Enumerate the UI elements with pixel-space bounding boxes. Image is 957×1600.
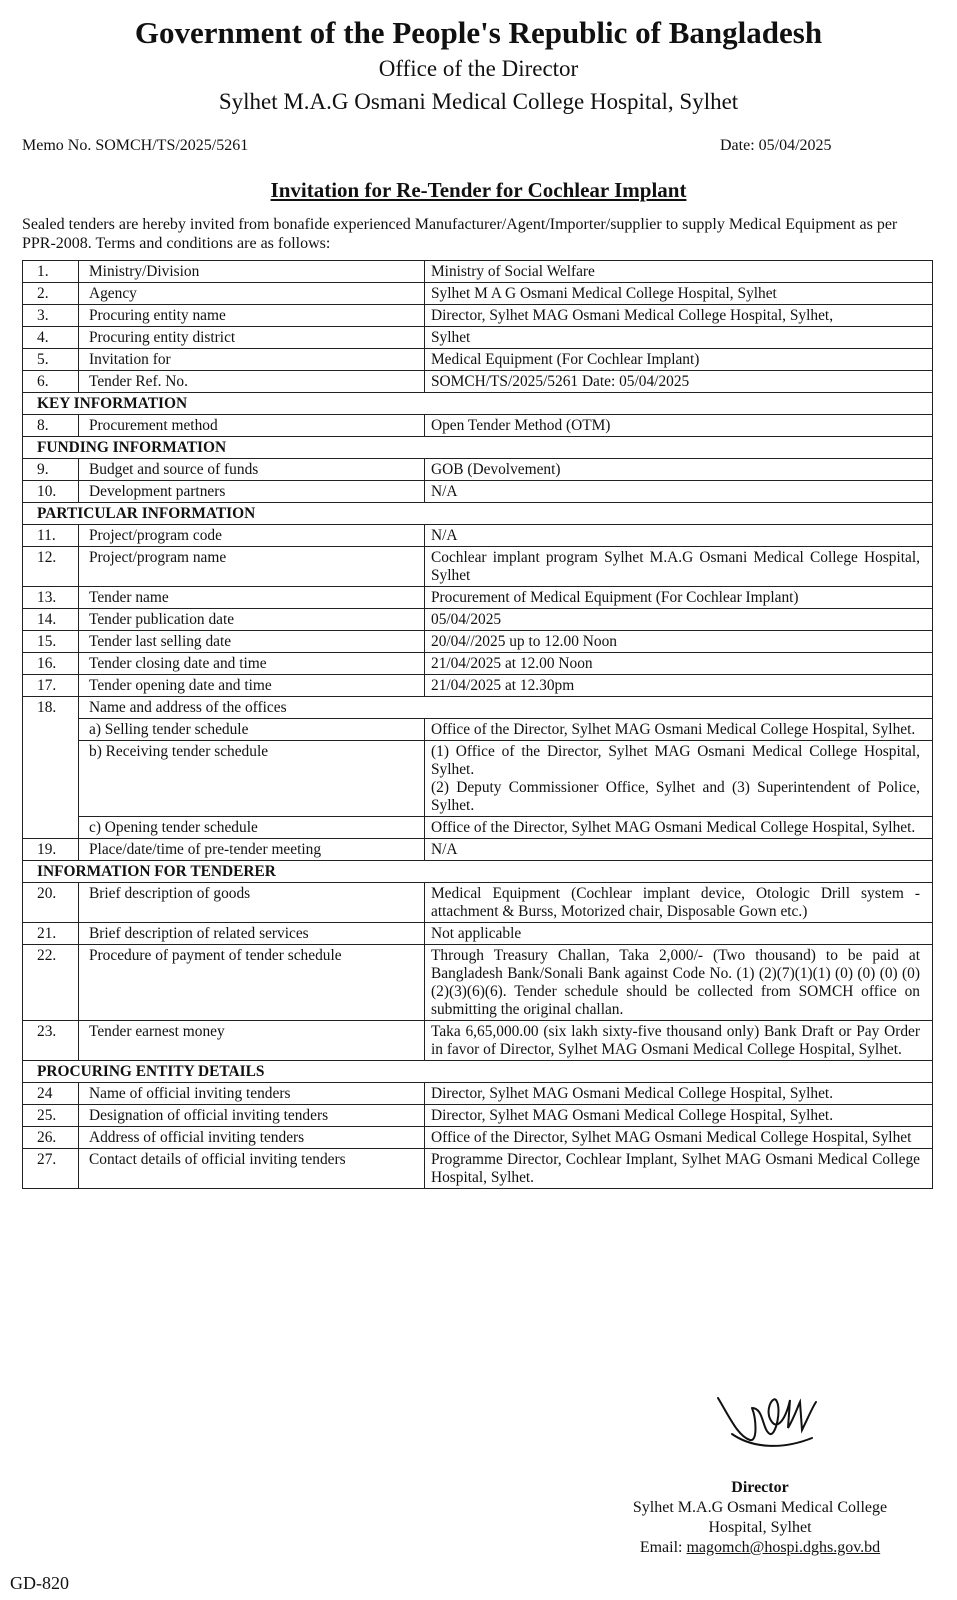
row-number: 26. bbox=[23, 1127, 79, 1149]
row-number: 3. bbox=[23, 305, 79, 327]
row-value: N/A bbox=[425, 525, 933, 547]
row-item: Tender last selling date bbox=[79, 631, 425, 653]
row-item: Budget and source of funds bbox=[79, 459, 425, 481]
table-row bbox=[23, 261, 933, 283]
table-row bbox=[23, 883, 933, 923]
row-item: Agency bbox=[79, 283, 425, 305]
table-row bbox=[23, 697, 933, 719]
table-row bbox=[23, 283, 933, 305]
row-value: Medical Equipment (Cochlear implant device, Otologic Drill system - attachment & Burss, Motorized chair, Disposable Gown etc.) bbox=[425, 883, 933, 923]
row-value: Sylhet bbox=[425, 327, 933, 349]
row-number: 13. bbox=[23, 587, 79, 609]
row-number: 12. bbox=[23, 547, 79, 587]
section-heading-procuring-entity-details: PROCURING ENTITY DETAILS bbox=[23, 1061, 933, 1083]
row-value bbox=[425, 741, 933, 817]
row-item: Tender earnest money bbox=[79, 1021, 425, 1061]
row-subitem: a) Selling tender schedule bbox=[79, 719, 425, 741]
section-heading-key-information: KEY INFORMATION bbox=[23, 393, 933, 415]
row-item: Tender name bbox=[79, 587, 425, 609]
row-value: 21/04/2025 at 12.00 Noon bbox=[425, 653, 933, 675]
row-value: Ministry of Social Welfare bbox=[425, 261, 933, 283]
table-row bbox=[23, 817, 933, 839]
director-signature bbox=[712, 1378, 832, 1458]
memo-date: Date: 05/04/2025 bbox=[720, 137, 832, 154]
institution-title: Sylhet M.A.G Osmani Medical College Hospital, Sylhet bbox=[218, 89, 739, 114]
table-row bbox=[23, 653, 933, 675]
row-number: 25. bbox=[23, 1105, 79, 1127]
row-value: N/A bbox=[425, 481, 933, 503]
table-row bbox=[23, 587, 933, 609]
row-number: 24 bbox=[23, 1083, 79, 1105]
table-row bbox=[23, 923, 933, 945]
row-value: Sylhet M A G Osmani Medical College Hospital, Sylhet bbox=[425, 283, 933, 305]
signatory-institution: Sylhet M.A.G Osmani Medical College bbox=[632, 1499, 888, 1516]
signatory-role: Director bbox=[731, 1479, 789, 1496]
row-value: 21/04/2025 at 12.30pm bbox=[425, 675, 933, 697]
row-item: Procuring entity district bbox=[79, 327, 425, 349]
memo-number: Memo No. SOMCH/TS/2025/5261 bbox=[22, 137, 249, 154]
row-number: 5. bbox=[23, 349, 79, 371]
email-label: Email: bbox=[639, 1539, 687, 1556]
row-subitem: b) Receiving tender schedule bbox=[79, 741, 425, 817]
row-subitem: c) Opening tender schedule bbox=[79, 817, 425, 839]
email-link[interactable]: magomch@hospi.dghs.gov.bd bbox=[686, 1539, 881, 1556]
row-item: Ministry/Division bbox=[79, 261, 425, 283]
row-number: 10. bbox=[23, 481, 79, 503]
row-number: 21. bbox=[23, 923, 79, 945]
tender-details-table bbox=[22, 260, 933, 1189]
row-number: 17. bbox=[23, 675, 79, 697]
row-item: Procurement method bbox=[79, 415, 425, 437]
row-item: Address of official inviting tenders bbox=[79, 1127, 425, 1149]
row-value-line: (2) Deputy Commissioner Office, Sylhet and (3) Superintendent of Police, Sylhet. bbox=[431, 779, 920, 814]
row-number: 1. bbox=[23, 261, 79, 283]
row-value: Not applicable bbox=[425, 923, 933, 945]
table-row bbox=[23, 1021, 933, 1061]
row-number: 23. bbox=[23, 1021, 79, 1061]
row-value: Taka 6,65,000.00 (six lakh sixty-five thousand only) Bank Draft or Pay Order in favor of Director, Sylhet MAG Osmani Medical College Hospital, Sylhet. bbox=[425, 1021, 933, 1061]
intro-paragraph: Sealed tenders are hereby invited from bonafide experienced Manufacturer/Agent/Importer/supplier to supply Medical Equipment as per PPR-2008. Terms and conditions are as follows: bbox=[22, 216, 898, 252]
table-row bbox=[23, 675, 933, 697]
table-row bbox=[23, 719, 933, 741]
row-value: N/A bbox=[425, 839, 933, 861]
section-row bbox=[23, 393, 933, 415]
row-value: Office of the Director, Sylhet MAG Osmani Medical College Hospital, Sylhet bbox=[425, 1127, 933, 1149]
row-number: 15. bbox=[23, 631, 79, 653]
section-row bbox=[23, 437, 933, 459]
row-value: Programme Director, Cochlear Implant, Sylhet MAG Osmani Medical College Hospital, Sylhet. bbox=[425, 1149, 933, 1189]
row-item: Designation of official inviting tenders bbox=[79, 1105, 425, 1127]
table-row bbox=[23, 481, 933, 503]
row-value: Director, Sylhet MAG Osmani Medical College Hospital, Sylhet. bbox=[425, 1105, 933, 1127]
table-row bbox=[23, 741, 933, 817]
table-row bbox=[23, 1083, 933, 1105]
footer-code: GD-820 bbox=[10, 1573, 69, 1593]
row-number: 19. bbox=[23, 839, 79, 861]
row-item: Tender opening date and time bbox=[79, 675, 425, 697]
row-value: Director, Sylhet MAG Osmani Medical College Hospital, Sylhet, bbox=[425, 305, 933, 327]
table-row bbox=[23, 1105, 933, 1127]
table-row bbox=[23, 631, 933, 653]
row-item: Name of official inviting tenders bbox=[79, 1083, 425, 1105]
row-value: Procurement of Medical Equipment (For Cochlear Implant) bbox=[425, 587, 933, 609]
row-item: Project/program code bbox=[79, 525, 425, 547]
office-title: Office of the Director bbox=[378, 56, 579, 81]
row-item: Development partners bbox=[79, 481, 425, 503]
table-row bbox=[23, 327, 933, 349]
row-number: 20. bbox=[23, 883, 79, 923]
notice-title: Invitation for Re-Tender for Cochlear Implant bbox=[270, 178, 687, 202]
row-value: Cochlear implant program Sylhet M.A.G Osmani Medical College Hospital, Sylhet bbox=[425, 547, 933, 587]
row-value-line: (1) Office of the Director, Sylhet MAG Osmani Medical College Hospital, Sylhet. bbox=[431, 743, 920, 778]
section-heading-funding-information: FUNDING INFORMATION bbox=[23, 437, 933, 459]
row-value: Medical Equipment (For Cochlear Implant) bbox=[425, 349, 933, 371]
table-row bbox=[23, 945, 933, 1021]
row-value: 20/04//2025 up to 12.00 Noon bbox=[425, 631, 933, 653]
row-number: 9. bbox=[23, 459, 79, 481]
row-number: 8. bbox=[23, 415, 79, 437]
section-heading-particular-information: PARTICULAR INFORMATION bbox=[23, 503, 933, 525]
row-item: Procedure of payment of tender schedule bbox=[79, 945, 425, 1021]
row-item: Procuring entity name bbox=[79, 305, 425, 327]
row-item: Name and address of the offices bbox=[79, 697, 933, 719]
row-item: Tender closing date and time bbox=[79, 653, 425, 675]
row-number: 2. bbox=[23, 283, 79, 305]
section-heading-information-for-tenderer: INFORMATION FOR TENDERER bbox=[23, 861, 933, 883]
table-row bbox=[23, 305, 933, 327]
row-item: Contact details of official inviting tenders bbox=[79, 1149, 425, 1189]
row-value: Through Treasury Challan, Taka 2,000/- (Two thousand) to be paid at Bangladesh Bank/Sonali Bank against Code No. (1) (2)(7)(1)(1) (0) (0) (0) (0) (2)(3)(6)(6). Tender schedule should be collected from SOMCH office on submitting the original challan. bbox=[425, 945, 933, 1021]
row-item: Tender publication date bbox=[79, 609, 425, 631]
row-item: Invitation for bbox=[79, 349, 425, 371]
row-value: GOB (Devolvement) bbox=[425, 459, 933, 481]
table-row bbox=[23, 415, 933, 437]
row-number: 14. bbox=[23, 609, 79, 631]
table-row bbox=[23, 839, 933, 861]
table-row bbox=[23, 609, 933, 631]
row-value: SOMCH/TS/2025/5261 Date: 05/04/2025 bbox=[425, 371, 933, 393]
section-row bbox=[23, 1061, 933, 1083]
signatory-email bbox=[600, 1538, 920, 1558]
table-row bbox=[23, 459, 933, 481]
table-row bbox=[23, 371, 933, 393]
row-item: Tender Ref. No. bbox=[79, 371, 425, 393]
signatory-location: Hospital, Sylhet bbox=[708, 1519, 812, 1536]
section-row bbox=[23, 503, 933, 525]
row-value: 05/04/2025 bbox=[425, 609, 933, 631]
row-number: 11. bbox=[23, 525, 79, 547]
row-number: 16. bbox=[23, 653, 79, 675]
signatory-block bbox=[600, 1478, 920, 1558]
table-row bbox=[23, 1149, 933, 1189]
row-value: Office of the Director, Sylhet MAG Osmani Medical College Hospital, Sylhet. bbox=[425, 817, 933, 839]
government-title: Government of the People's Republic of Bangladesh bbox=[134, 15, 823, 50]
row-value: Director, Sylhet MAG Osmani Medical College Hospital, Sylhet. bbox=[425, 1083, 933, 1105]
row-value: Office of the Director, Sylhet MAG Osmani Medical College Hospital, Sylhet. bbox=[425, 719, 933, 741]
row-number: 18. bbox=[23, 697, 79, 719]
section-row bbox=[23, 861, 933, 883]
row-number: 6. bbox=[23, 371, 79, 393]
row-number: 4. bbox=[23, 327, 79, 349]
table-row bbox=[23, 547, 933, 587]
row-item: Place/date/time of pre-tender meeting bbox=[79, 839, 425, 861]
row-item: Brief description of goods bbox=[79, 883, 425, 923]
table-row bbox=[23, 349, 933, 371]
row-item: Brief description of related services bbox=[79, 923, 425, 945]
row-number: 27. bbox=[23, 1149, 79, 1189]
table-row bbox=[23, 1127, 933, 1149]
row-number: 22. bbox=[23, 945, 79, 1021]
row-value: Open Tender Method (OTM) bbox=[425, 415, 933, 437]
table-row bbox=[23, 525, 933, 547]
row-item: Project/program name bbox=[79, 547, 425, 587]
